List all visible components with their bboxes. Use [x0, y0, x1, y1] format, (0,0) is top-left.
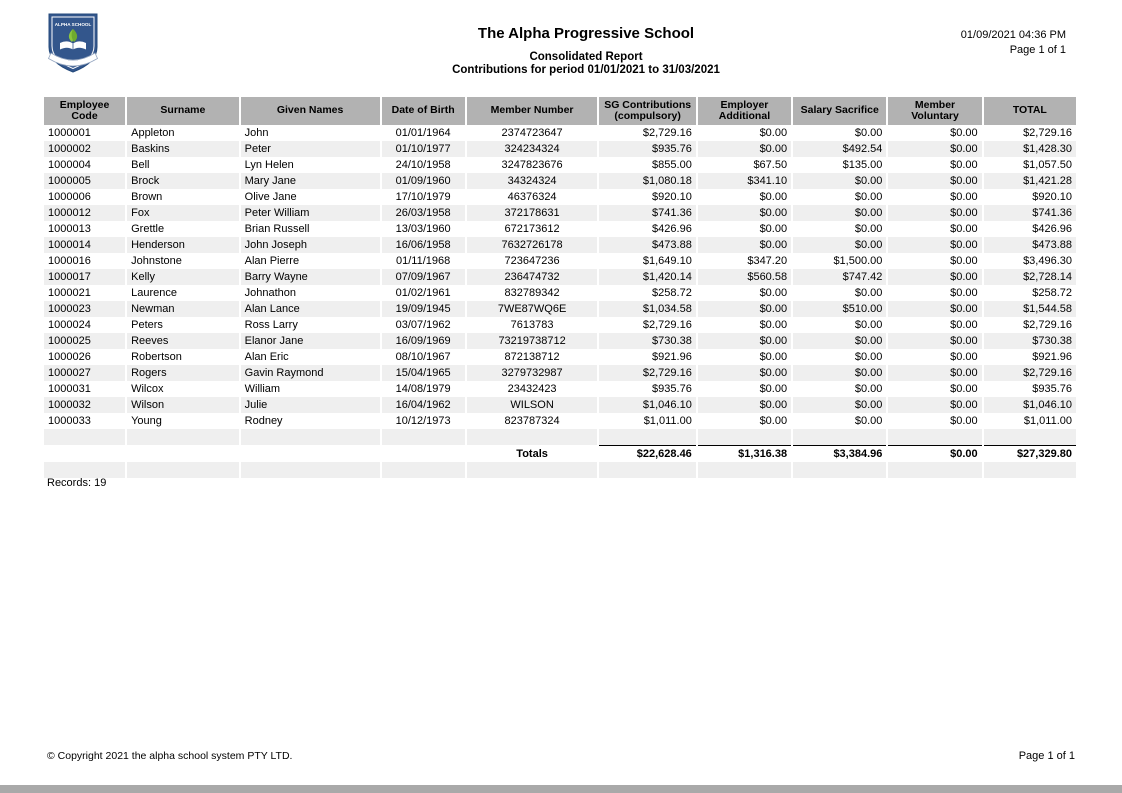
cell-given-names: Johnathon [241, 285, 380, 301]
cell-surname: Brock [127, 173, 239, 189]
table-row [44, 173, 1076, 189]
cell-employee-code: 1000004 [44, 157, 125, 173]
cell-salary-sacrifice: $0.00 [793, 125, 886, 141]
cell-date-of-birth: 17/10/1979 [382, 189, 465, 205]
cell-surname: Reeves [127, 333, 239, 349]
cell-total: $1,011.00 [984, 413, 1076, 429]
cell-total: $258.72 [984, 285, 1076, 301]
cell-total: $920.10 [984, 189, 1076, 205]
cell-member-voluntary: $0.00 [888, 205, 981, 221]
totals-employer-additional: $1,316.38 [698, 445, 791, 462]
cell-member-voluntary: $0.00 [888, 365, 981, 381]
cell-employer-additional: $0.00 [698, 301, 791, 317]
cell-employer-additional: $0.00 [698, 381, 791, 397]
table-row [44, 413, 1076, 429]
cell-employee-code: 1000017 [44, 269, 125, 285]
cell-surname: Rogers [127, 365, 239, 381]
table-row [44, 253, 1076, 269]
cell-member-voluntary [888, 429, 981, 445]
cell-salary-sacrifice: $0.00 [793, 365, 886, 381]
cell-employer-additional: $0.00 [698, 125, 791, 141]
cell-sg-contributions: $935.76 [599, 141, 695, 157]
cell-member-voluntary: $0.00 [888, 221, 981, 237]
cell-employee-code: 1000025 [44, 333, 125, 349]
cell-member-number: 3247823676 [467, 157, 598, 173]
cell-surname: Robertson [127, 349, 239, 365]
cell-member-number: 324234324 [467, 141, 598, 157]
cell-member-number: 872138712 [467, 349, 598, 365]
cell-sg-contributions: $2,729.16 [599, 317, 695, 333]
cell-surname: Peters [127, 317, 239, 333]
cell-member-number: 236474732 [467, 269, 598, 285]
cell-employee-code: 1000021 [44, 285, 125, 301]
table-row [44, 125, 1076, 141]
cell-employee-code: 1000031 [44, 381, 125, 397]
report-page-number: Page 1 of 1 [1009, 44, 1066, 56]
cell-sg-contributions: $1,046.10 [599, 397, 695, 413]
cell-member-number: 3279732987 [467, 365, 598, 381]
cell-total: $741.36 [984, 205, 1076, 221]
cell-salary-sacrifice: $0.00 [793, 189, 886, 205]
cell-employer-additional: $0.00 [698, 317, 791, 333]
cell-total: $1,544.58 [984, 301, 1076, 317]
table-row [44, 349, 1076, 365]
cell-total: $3,496.30 [984, 253, 1076, 269]
cell-member-number: 46376324 [467, 189, 598, 205]
table-body [44, 125, 1076, 478]
contributions-table [42, 97, 1078, 478]
cell-date-of-birth: 08/10/1967 [382, 349, 465, 365]
cell-given-names [241, 462, 380, 478]
cell-surname: Wilcox [127, 381, 239, 397]
cell-given-names: William [241, 381, 380, 397]
cell-member-number: 23432423 [467, 381, 598, 397]
cell-sg-contributions: $258.72 [599, 285, 695, 301]
cell-member-voluntary: $0.00 [888, 285, 981, 301]
cell-empty [382, 445, 465, 462]
cell-member-voluntary: $0.00 [888, 397, 981, 413]
cell-salary-sacrifice: $0.00 [793, 397, 886, 413]
cell-date-of-birth: 16/04/1962 [382, 397, 465, 413]
cell-member-voluntary: $0.00 [888, 125, 981, 141]
cell-employee-code [44, 462, 125, 478]
cell-surname: Kelly [127, 269, 239, 285]
cell-member-voluntary: $0.00 [888, 157, 981, 173]
table-row [44, 285, 1076, 301]
cell-given-names: Lyn Helen [241, 157, 380, 173]
cell-employer-additional: $0.00 [698, 365, 791, 381]
cell-salary-sacrifice: $0.00 [793, 349, 886, 365]
totals-label: Totals [467, 445, 598, 462]
contributions-table-wrap [42, 97, 1078, 478]
cell-employer-additional: $0.00 [698, 205, 791, 221]
cell-employer-additional: $0.00 [698, 349, 791, 365]
cell-member-number: 7613783 [467, 317, 598, 333]
cell-employer-additional [698, 429, 791, 445]
cell-date-of-birth: 16/09/1969 [382, 333, 465, 349]
cell-given-names: Ross Larry [241, 317, 380, 333]
cell-sg-contributions: $473.88 [599, 237, 695, 253]
cell-date-of-birth: 01/02/1961 [382, 285, 465, 301]
cell-given-names: Alan Eric [241, 349, 380, 365]
cell-surname: Grettle [127, 221, 239, 237]
cell-sg-contributions: $2,729.16 [599, 365, 695, 381]
spacer-row [44, 429, 1076, 445]
cell-total: $2,729.16 [984, 317, 1076, 333]
cell-salary-sacrifice [793, 462, 886, 478]
cell-salary-sacrifice: $135.00 [793, 157, 886, 173]
col-header-sg-contributions: SG Contributions (compulsory) [599, 97, 695, 125]
cell-sg-contributions: $2,729.16 [599, 125, 695, 141]
cell-date-of-birth [382, 429, 465, 445]
cell-given-names: Rodney [241, 413, 380, 429]
cell-employee-code: 1000032 [44, 397, 125, 413]
cell-member-voluntary: $0.00 [888, 173, 981, 189]
cell-member-voluntary: $0.00 [888, 349, 981, 365]
cell-empty [44, 445, 125, 462]
cell-date-of-birth: 10/12/1973 [382, 413, 465, 429]
cell-total: $921.96 [984, 349, 1076, 365]
cell-given-names: Peter [241, 141, 380, 157]
cell-member-number: 7WE87WQ6E [467, 301, 598, 317]
report-meta [961, 28, 1066, 58]
cell-empty [127, 445, 239, 462]
cell-employer-additional: $0.00 [698, 397, 791, 413]
cell-member-voluntary: $0.00 [888, 189, 981, 205]
cell-salary-sacrifice: $0.00 [793, 221, 886, 237]
cell-given-names: Brian Russell [241, 221, 380, 237]
cell-surname: Henderson [127, 237, 239, 253]
cell-employee-code: 1000033 [44, 413, 125, 429]
cell-member-number: 672173612 [467, 221, 598, 237]
cell-total [984, 462, 1076, 478]
col-header-surname: Surname [127, 97, 239, 125]
cell-date-of-birth [382, 462, 465, 478]
totals-total: $27,329.80 [984, 445, 1076, 462]
cell-given-names: John [241, 125, 380, 141]
cell-date-of-birth: 01/01/1964 [382, 125, 465, 141]
cell-member-voluntary [888, 462, 981, 478]
cell-surname: Baskins [127, 141, 239, 157]
cell-salary-sacrifice: $0.00 [793, 413, 886, 429]
cell-employee-code: 1000016 [44, 253, 125, 269]
page-title: The Alpha Progressive School [477, 25, 695, 42]
cell-given-names: Elanor Jane [241, 333, 380, 349]
cell-sg-contributions: $855.00 [599, 157, 695, 173]
page-bottom-edge [0, 785, 1122, 793]
cell-surname: Johnstone [127, 253, 239, 269]
table-row [44, 205, 1076, 221]
cell-total: $730.38 [984, 333, 1076, 349]
cell-sg-contributions: $920.10 [599, 189, 695, 205]
col-header-employee-code: Employee Code [44, 97, 125, 125]
table-row [44, 381, 1076, 397]
cell-total: $473.88 [984, 237, 1076, 253]
cell-employee-code: 1000001 [44, 125, 125, 141]
cell-member-number [467, 429, 598, 445]
table-header-row [44, 97, 1076, 125]
cell-salary-sacrifice: $0.00 [793, 285, 886, 301]
cell-salary-sacrifice: $0.00 [793, 333, 886, 349]
totals-member-voluntary: $0.00 [888, 445, 981, 462]
cell-total: $426.96 [984, 221, 1076, 237]
cell-employer-additional [698, 462, 791, 478]
col-header-given-names: Given Names [241, 97, 380, 125]
cell-member-voluntary: $0.00 [888, 237, 981, 253]
table-row [44, 157, 1076, 173]
logo-text: ALPHA SCHOOL [54, 22, 92, 27]
cell-sg-contributions: $1,649.10 [599, 253, 695, 269]
cell-date-of-birth: 15/04/1965 [382, 365, 465, 381]
cell-employer-additional: $0.00 [698, 413, 791, 429]
cell-total: $2,729.16 [984, 365, 1076, 381]
cell-total: $935.76 [984, 381, 1076, 397]
title-block [0, 25, 1122, 76]
totals-salary-sacrifice: $3,384.96 [793, 445, 886, 462]
cell-total: $1,057.50 [984, 157, 1076, 173]
cell-member-voluntary: $0.00 [888, 381, 981, 397]
cell-surname: Bell [127, 157, 239, 173]
cell-surname: Brown [127, 189, 239, 205]
table-row [44, 269, 1076, 285]
cell-sg-contributions: $1,011.00 [599, 413, 695, 429]
cell-date-of-birth: 01/10/1977 [382, 141, 465, 157]
cell-date-of-birth: 26/03/1958 [382, 205, 465, 221]
cell-surname: Laurence [127, 285, 239, 301]
cell-surname [127, 462, 239, 478]
cell-employee-code: 1000006 [44, 189, 125, 205]
cell-surname [127, 429, 239, 445]
cell-date-of-birth: 01/11/1968 [382, 253, 465, 269]
cell-employee-code: 1000023 [44, 301, 125, 317]
cell-member-number: 823787324 [467, 413, 598, 429]
cell-employer-additional: $0.00 [698, 285, 791, 301]
cell-employee-code: 1000014 [44, 237, 125, 253]
cell-given-names: Alan Pierre [241, 253, 380, 269]
cell-member-number [467, 462, 598, 478]
footer-copyright: © Copyright 2021 the alpha school system PTY LTD. [47, 750, 293, 762]
cell-surname: Wilson [127, 397, 239, 413]
cell-total: $2,728.14 [984, 269, 1076, 285]
table-row [44, 365, 1076, 381]
cell-date-of-birth: 14/08/1979 [382, 381, 465, 397]
cell-member-voluntary: $0.00 [888, 253, 981, 269]
cell-sg-contributions: $1,080.18 [599, 173, 695, 189]
cell-employee-code: 1000024 [44, 317, 125, 333]
cell-salary-sacrifice: $747.42 [793, 269, 886, 285]
cell-employer-additional: $0.00 [698, 189, 791, 205]
cell-date-of-birth: 13/03/1960 [382, 221, 465, 237]
cell-surname: Newman [127, 301, 239, 317]
cell-salary-sacrifice: $492.54 [793, 141, 886, 157]
table-row [44, 397, 1076, 413]
cell-member-voluntary: $0.00 [888, 301, 981, 317]
cell-date-of-birth: 24/10/1958 [382, 157, 465, 173]
cell-date-of-birth: 07/09/1967 [382, 269, 465, 285]
table-row [44, 189, 1076, 205]
cell-sg-contributions: $1,420.14 [599, 269, 695, 285]
table-row [44, 141, 1076, 157]
table-row [44, 237, 1076, 253]
cell-salary-sacrifice: $0.00 [793, 173, 886, 189]
cell-member-voluntary: $0.00 [888, 141, 981, 157]
cell-total: $1,428.30 [984, 141, 1076, 157]
cell-given-names: Alan Lance [241, 301, 380, 317]
cell-salary-sacrifice: $0.00 [793, 237, 886, 253]
cell-salary-sacrifice: $510.00 [793, 301, 886, 317]
svg-text:··········: ·········· [67, 58, 79, 63]
cell-employee-code: 1000002 [44, 141, 125, 157]
cell-member-voluntary: $0.00 [888, 269, 981, 285]
cell-surname: Appleton [127, 125, 239, 141]
cell-given-names: Olive Jane [241, 189, 380, 205]
cell-member-number: 832789342 [467, 285, 598, 301]
report-title: Consolidated Report [529, 51, 643, 63]
cell-employer-additional: $560.58 [698, 269, 791, 285]
footer-page-number: Page 1 of 1 [1018, 750, 1075, 762]
cell-given-names: Julie [241, 397, 380, 413]
cell-employer-additional: $0.00 [698, 141, 791, 157]
totals-sg-contributions: $22,628.46 [599, 445, 695, 462]
cell-employee-code: 1000005 [44, 173, 125, 189]
cell-member-voluntary: $0.00 [888, 317, 981, 333]
cell-date-of-birth: 03/07/1962 [382, 317, 465, 333]
cell-date-of-birth: 16/06/1958 [382, 237, 465, 253]
cell-employee-code: 1000012 [44, 205, 125, 221]
cell-sg-contributions: $921.96 [599, 349, 695, 365]
cell-given-names [241, 429, 380, 445]
table-row [44, 333, 1076, 349]
cell-employee-code: 1000027 [44, 365, 125, 381]
cell-member-voluntary: $0.00 [888, 333, 981, 349]
cell-member-number: 372178631 [467, 205, 598, 221]
cell-given-names: Gavin Raymond [241, 365, 380, 381]
report-period: Contributions for period 01/01/2021 to 31/03/2021 [452, 64, 720, 76]
cell-sg-contributions: $1,034.58 [599, 301, 695, 317]
totals-row [44, 445, 1076, 462]
cell-empty [241, 445, 380, 462]
cell-date-of-birth: 01/09/1960 [382, 173, 465, 189]
col-header-salary-sacrifice: Salary Sacrifice [793, 97, 886, 125]
col-header-total: TOTAL [984, 97, 1076, 125]
cell-member-voluntary: $0.00 [888, 413, 981, 429]
cell-date-of-birth: 19/09/1945 [382, 301, 465, 317]
cell-sg-contributions: $426.96 [599, 221, 695, 237]
cell-given-names: Barry Wayne [241, 269, 380, 285]
cell-given-names: Mary Jane [241, 173, 380, 189]
cell-salary-sacrifice: $0.00 [793, 205, 886, 221]
table-row [44, 221, 1076, 237]
col-header-date-of-birth: Date of Birth [382, 97, 465, 125]
cell-employer-additional: $67.50 [698, 157, 791, 173]
cell-employer-additional: $347.20 [698, 253, 791, 269]
cell-salary-sacrifice: $1,500.00 [793, 253, 886, 269]
cell-employee-code [44, 429, 125, 445]
cell-salary-sacrifice [793, 429, 886, 445]
cell-sg-contributions [599, 429, 695, 445]
cell-total [984, 429, 1076, 445]
cell-total: $2,729.16 [984, 125, 1076, 141]
cell-employee-code: 1000013 [44, 221, 125, 237]
cell-sg-contributions [599, 462, 695, 478]
cell-salary-sacrifice: $0.00 [793, 317, 886, 333]
cell-employer-additional: $0.00 [698, 237, 791, 253]
table-row [44, 317, 1076, 333]
cell-given-names: John Joseph [241, 237, 380, 253]
table-row [44, 301, 1076, 317]
cell-sg-contributions: $935.76 [599, 381, 695, 397]
cell-surname: Fox [127, 205, 239, 221]
cell-employee-code: 1000026 [44, 349, 125, 365]
records-count: Records: 19 [47, 477, 107, 489]
col-header-employer-additional: Employer Additional [698, 97, 791, 125]
cell-member-number: 723647236 [467, 253, 598, 269]
cell-member-number: 34324324 [467, 173, 598, 189]
cell-member-number: WILSON [467, 397, 598, 413]
cell-member-number: 7632726178 [467, 237, 598, 253]
cell-total: $1,421.28 [984, 173, 1076, 189]
cell-sg-contributions: $730.38 [599, 333, 695, 349]
cell-employer-additional: $0.00 [698, 221, 791, 237]
cell-surname: Young [127, 413, 239, 429]
col-header-member-voluntary: Member Voluntary [888, 97, 981, 125]
cell-sg-contributions: $741.36 [599, 205, 695, 221]
cell-employer-additional: $341.10 [698, 173, 791, 189]
report-datetime: 01/09/2021 04:36 PM [960, 29, 1066, 41]
spacer-row [44, 462, 1076, 478]
cell-total: $1,046.10 [984, 397, 1076, 413]
cell-member-number: 2374723647 [467, 125, 598, 141]
col-header-member-number: Member Number [467, 97, 598, 125]
cell-salary-sacrifice: $0.00 [793, 381, 886, 397]
cell-employer-additional: $0.00 [698, 333, 791, 349]
cell-member-number: 73219738712 [467, 333, 598, 349]
cell-given-names: Peter William [241, 205, 380, 221]
